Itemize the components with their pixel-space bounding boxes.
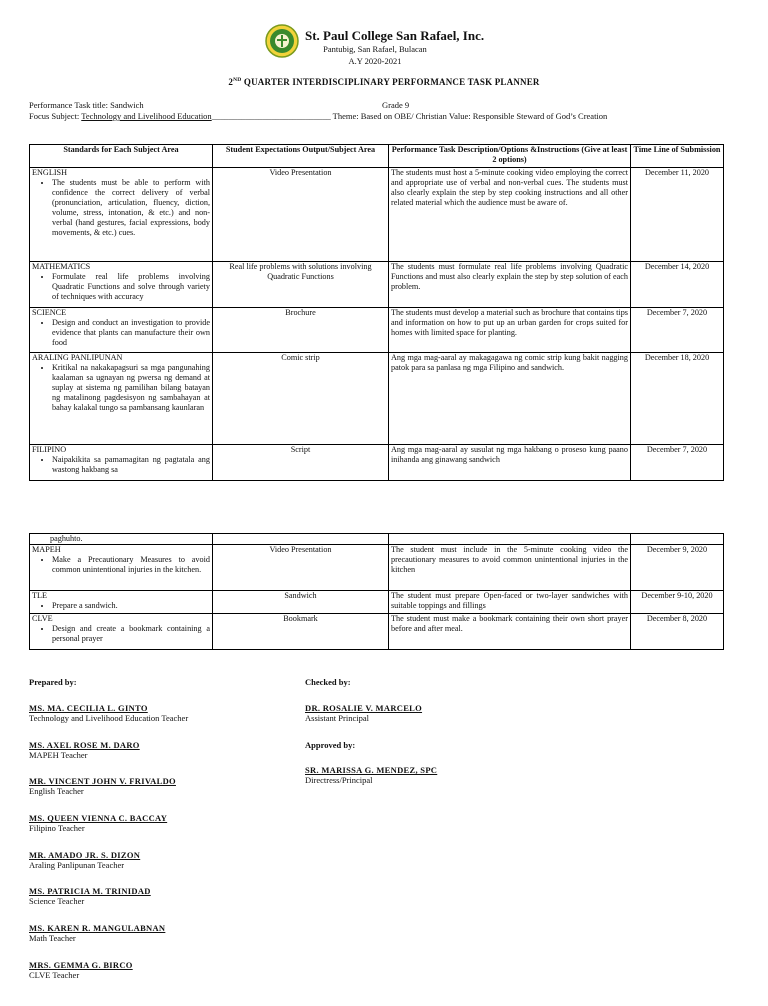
col-header-timeline: Time Line of Submission <box>631 145 724 168</box>
table-row <box>30 308 724 353</box>
date-cell: December 11, 2020 <box>631 168 724 262</box>
signatory-role: Technology and Livelihood Education Teacher <box>29 713 189 723</box>
planner-table <box>29 144 724 481</box>
subject-name: ARALING PANLIPUNAN <box>32 353 123 362</box>
signatory-role: Math Teacher <box>29 933 76 943</box>
subject-name: TLE <box>32 591 48 600</box>
signatory-role: Araling Panlipunan Teacher <box>29 860 125 870</box>
standard-cell <box>30 614 213 650</box>
standard-text: • Formulate real life problems involving Quadratic Functions and solve through variety of techniques with accuracy <box>52 272 210 302</box>
standard-text: • Kritikal na nakakapagsuri sa mga pangunahing kaalaman sa ugnayan ng pwersa ng demand at suplay at sistema ng pamilihan bilang batayan ng matalinong pagdesisyon ng sambahayan at bahay kalakal tungo sa pambansang kaunlaran <box>52 363 210 413</box>
page-title: 2ND QUARTER INTERDISCIPLINARY PERFORMANCE TASK PLANNER <box>228 77 540 87</box>
description-cell: The student must include in the 5-minute cooking video the precautionary measures to avoid common unintentional injuries in the kitchen <box>389 545 631 591</box>
subject-name: MAPEH <box>32 545 61 554</box>
standard-cell <box>30 591 213 614</box>
checked-by-label: Checked by: <box>305 677 351 687</box>
signatory-name: MS. PATRICIA M. TRINIDAD <box>29 886 151 896</box>
signatory <box>29 703 188 723</box>
standard-text: • Naipakikita sa pamamagitan ng pagtatala ang wastong hakbang sa <box>52 455 210 475</box>
date-cell: December 14, 2020 <box>631 262 724 308</box>
signatory-role: MAPEH Teacher <box>29 750 88 760</box>
output-cell: Comic strip <box>213 353 389 445</box>
description-cell: The students must formulate real life problems involving Quadratic Functions and must also clearly explain the step by step solution of each problem. <box>389 262 631 308</box>
signatory-name: MS. KAREN R. MANGULABNAN <box>29 923 166 933</box>
task-title: Performance Task title: Sandwich <box>29 100 144 110</box>
date-cell: December 7, 2020 <box>631 445 724 481</box>
signatory-role: Directress/Principal <box>305 775 373 785</box>
school-address: Pantubig, San Rafael, Bulacan <box>323 44 427 54</box>
description-cell: The student must prepare Open-faced or two-layer sandwiches with suitable toppings and fillings <box>389 591 631 614</box>
signatory-role: CLVE Teacher <box>29 970 80 980</box>
checker-signatory <box>305 703 422 723</box>
signatory <box>29 740 140 760</box>
signatory <box>29 850 140 870</box>
signatory-role: Assistant Principal <box>305 713 369 723</box>
output-cell: Real life problems with solutions involving Quadratic Functions <box>213 262 389 308</box>
signatory <box>29 886 151 906</box>
subject-name: FILIPINO <box>32 445 67 454</box>
standard-cell <box>30 534 213 545</box>
col-header-standards: Standards for Each Subject Area <box>30 145 213 168</box>
focus-subject: Focus Subject: Technology and Livelihood Education____________________________ Theme: Based on OBE/ Christian Value: Responsible Steward of God’s Creation <box>29 111 608 121</box>
signatory-name: MS. MA. CECILIA L. GINTO <box>29 703 148 713</box>
standard-cell <box>30 545 213 591</box>
table-row <box>30 445 724 481</box>
subject-name: SCIENCE <box>32 308 67 317</box>
continued-text: paghuhto. <box>50 534 83 543</box>
signatory <box>29 960 133 980</box>
signatory-role: English Teacher <box>29 786 84 796</box>
output-cell: Video Presentation <box>213 545 389 591</box>
table-header-row <box>30 145 724 168</box>
description-cell: The students must host a 5-minute cooking video employing the correct and appropriate use of verbal and non-verbal cues. The students must also clearly explain the step by step cooking instructions and all other related material which the audience must be aware of. <box>389 168 631 262</box>
grade-level: Grade 9 <box>382 100 410 110</box>
table-row <box>30 614 724 650</box>
school-name: St. Paul College San Rafael, Inc. <box>305 28 485 43</box>
approver-signatory <box>305 765 437 785</box>
date-cell: December 9, 2020 <box>631 545 724 591</box>
description-cell: The students must develop a material such as brochure that contains tips and information on how to put up an urban garden for crops suited for homes with limited space for planting. <box>389 308 631 353</box>
planner-table-continued <box>29 533 724 650</box>
school-year: A.Y 2020-2021 <box>348 56 402 66</box>
signatory-name: MS. AXEL ROSE M. DARO <box>29 740 140 750</box>
output-cell: Video Presentation <box>213 168 389 262</box>
subject-name: MATHEMATICS <box>32 262 91 271</box>
table-row <box>30 591 724 614</box>
output-cell: Script <box>213 445 389 481</box>
signatory-name: DR. ROSALIE V. MARCELO <box>305 703 423 713</box>
standard-cell <box>30 353 213 445</box>
table-row <box>30 545 724 591</box>
date-cell: December 9-10, 2020 <box>631 591 724 614</box>
school-seal-logo <box>265 24 299 58</box>
standard-cell <box>30 262 213 308</box>
date-cell: December 8, 2020 <box>631 614 724 650</box>
description-cell: The student must make a bookmark containing their own short prayer before and after meal. <box>389 614 631 650</box>
signatory <box>29 776 176 796</box>
output-cell: Bookmark <box>213 614 389 650</box>
signatory-name: MR. VINCENT JOHN V. FRIVALDO <box>29 776 176 786</box>
table-row <box>30 353 724 445</box>
signatory-name: MS. QUEEN VIENNA C. BACCAY <box>29 813 168 823</box>
signatory-name: SR. MARISSA G. MENDEZ, SPC <box>305 765 438 775</box>
subject-name: CLVE <box>32 614 53 623</box>
table-row <box>30 262 724 308</box>
col-header-expectations: Student Expectations Output/Subject Area <box>213 145 389 168</box>
description-cell: Ang mga mag-aaral ay makagagawa ng comic strip kung bakit nagging patok para sa panlasa ng mga Filipino and sandwich. <box>389 353 631 445</box>
standard-cell <box>30 168 213 262</box>
description-cell: Ang mga mag-aaral ay susulat ng mga hakbang o proseso kung paano inihanda ang ginawang sandwich <box>389 445 631 481</box>
output-cell: Brochure <box>213 308 389 353</box>
prepared-by-label: Prepared by: <box>29 677 77 687</box>
subject-name: ENGLISH <box>32 168 68 177</box>
signatory-name: MR. AMADO JR. S. DIZON <box>29 850 141 860</box>
standard-text: • Design and conduct an investigation to provide evidence that plants can manufacture their own food <box>52 318 210 348</box>
output-cell: Sandwich <box>213 591 389 614</box>
signatory-name: MRS. GEMMA G. BIRCO <box>29 960 133 970</box>
signatory-role: Filipino Teacher <box>29 823 85 833</box>
standard-text: • Prepare a sandwich. <box>52 601 210 611</box>
standard-cell <box>30 308 213 353</box>
approved-by-label: Approved by: <box>305 740 356 750</box>
col-header-description: Performance Task Description/Options &Instructions (Give at least 2 options) <box>389 145 631 168</box>
table-row <box>30 168 724 262</box>
standard-cell <box>30 445 213 481</box>
standard-text: • Make a Precautionary Measures to avoid common unintentional injuries in the kitchen. <box>52 555 210 575</box>
signatory <box>29 923 165 943</box>
date-cell: December 7, 2020 <box>631 308 724 353</box>
standard-text: • The students must be able to perform with confidence the correct delivery of verbal (pronunciation, articulation, fluency, diction, volume, stress, intonation, & etc.) and non-verbal (hand gestures, facial expressions, body movements, & etc.) cues. <box>52 178 210 238</box>
standard-text: • Design and create a bookmark containing a personal prayer <box>52 624 210 644</box>
date-cell: December 18, 2020 <box>631 353 724 445</box>
signatory <box>29 813 167 833</box>
signatory-role: Science Teacher <box>29 896 85 906</box>
table-row <box>30 534 724 545</box>
